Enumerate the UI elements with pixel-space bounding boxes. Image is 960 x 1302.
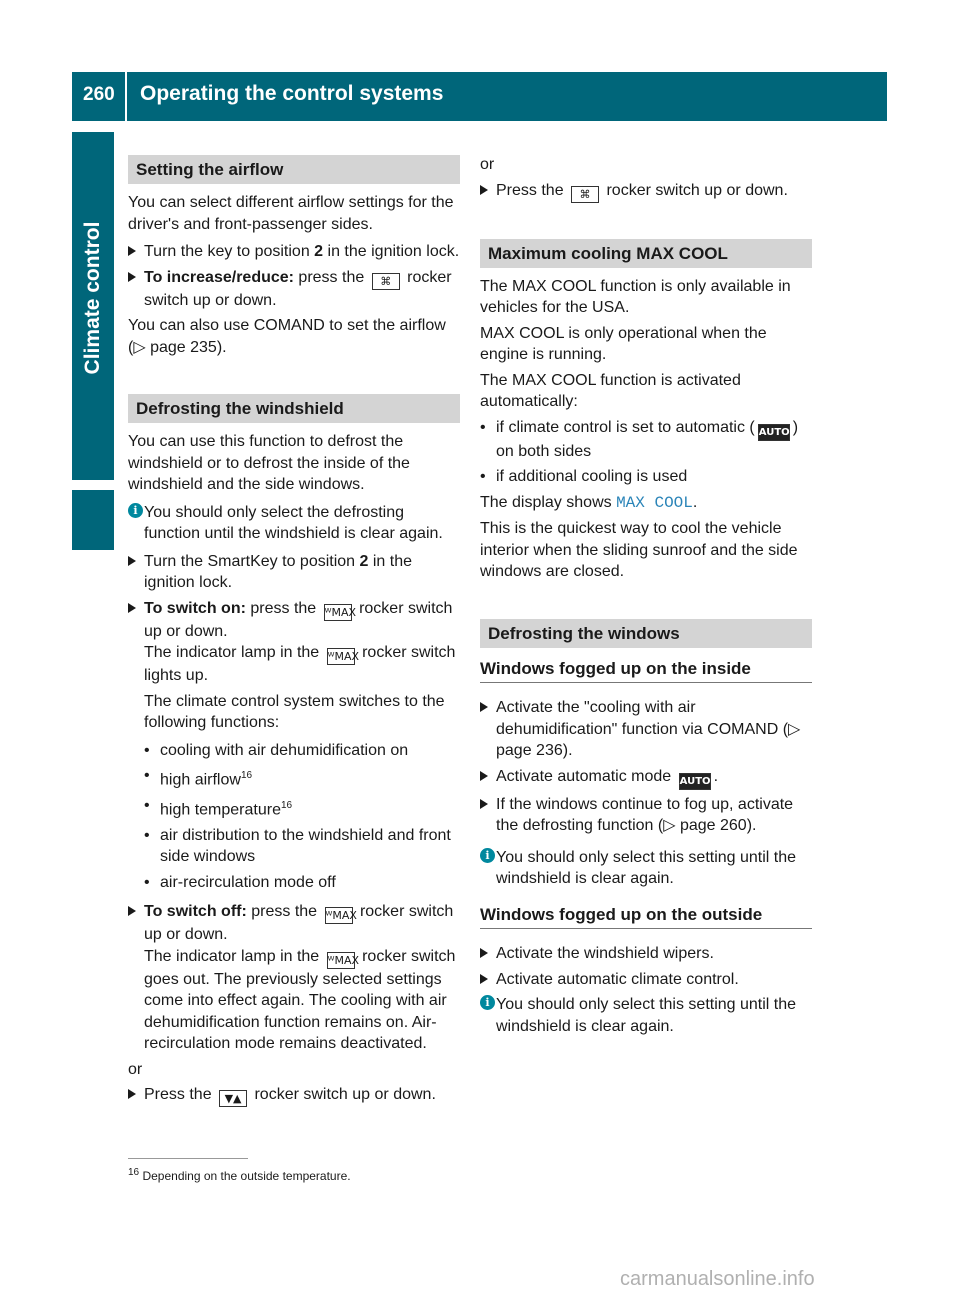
page-number: 260 — [83, 84, 115, 105]
section-tab-label: Climate control — [81, 221, 104, 375]
airflow-step-1: Turn the key to position 2 in the ignition lock. — [128, 241, 460, 263]
header-divider — [125, 72, 127, 121]
maxcool-p3: The MAX COOL function is activated automatically: — [480, 371, 741, 410]
step-arrow-icon — [128, 603, 136, 613]
step-arrow-icon — [128, 906, 136, 916]
windows-info: i You should only select this setting until the windshield is clear again. — [480, 847, 812, 890]
airflow-switch-icon: ⌘ — [571, 186, 599, 203]
windows-step: If the windows continue to fog up, activate the defrosting function (▷ page 260). — [480, 794, 812, 837]
page-title: Operating the control systems — [140, 82, 444, 105]
step-arrow-icon — [128, 556, 136, 566]
maxcool-display: The display shows MAX COOL. — [480, 493, 698, 512]
section-tab — [72, 132, 114, 480]
defrost-step-1: Turn the SmartKey to position 2 in the ignition lock. — [128, 551, 460, 594]
watermark: carmanualsonline.info — [620, 1268, 815, 1290]
list-item: • high temperature$^{16}$ — [144, 796, 293, 819]
windows-step: Activate the "cooling with air dehumidification" function via COMAND (▷ page 236). — [480, 697, 812, 762]
step-arrow-icon — [128, 1089, 136, 1099]
defrost-switch-off: To switch off: press the ᵂMAX rocker switch up or down. The indicator lamp in the ᵂMAX rocker switch goes out. The previously selected settings come into effect again. The cooling with air dehumidification function remains on. Air-recirculation mode remains deactivated. — [128, 901, 460, 1055]
info-icon: i — [128, 503, 143, 518]
air-distribution-icon: ▼▲ — [219, 1090, 247, 1107]
page-header — [72, 72, 887, 121]
list-item: • air-recirculation mode off — [144, 873, 336, 891]
windows-step: Activate the windshield wipers. — [480, 943, 812, 965]
display-text: MAX COOL — [616, 493, 693, 512]
info-icon: i — [480, 848, 495, 863]
step-arrow-icon — [128, 272, 136, 282]
windows-info: i You should only select this setting until the windshield is clear again. — [480, 994, 812, 1037]
footnote-rule — [128, 1158, 248, 1159]
info-icon: i — [480, 995, 495, 1010]
step-arrow-icon — [480, 702, 488, 712]
right-column — [480, 154, 812, 1037]
defrost-heading: Defrosting the windshield — [128, 394, 460, 423]
airflow-step-2: To increase/reduce: press the ⌘ rocker switch up or down. — [128, 267, 460, 312]
step-arrow-icon — [128, 246, 136, 256]
airflow-press-step: Press the ⌘ rocker switch up or down. — [480, 180, 812, 203]
list-item: • cooling with air dehumidification on — [144, 741, 409, 759]
airflow-heading: Setting the airflow — [128, 155, 460, 184]
windows-heading: Defrosting the windows — [480, 619, 812, 648]
footnote: $^{16}$ Depending on the outside temperature. — [128, 1167, 351, 1183]
defrost-info: i You should only select the defrosting function until the windshield is clear again. — [128, 502, 460, 545]
airflow-comand: You can also use COMAND to set the airflow (▷ page 235). — [128, 317, 446, 356]
or-text: or — [128, 1060, 143, 1078]
defrost-max-icon: ᵂMAX — [324, 605, 357, 619]
windows-step: Activate automatic mode AUTO . — [480, 766, 812, 790]
step-arrow-icon — [480, 771, 488, 781]
defrost-max-icon: ᵂMAX — [327, 650, 360, 663]
step-arrow-icon — [480, 185, 488, 195]
defrost-max-icon: ᵂMAX — [327, 953, 360, 967]
auto-icon: AUTO — [679, 773, 711, 790]
step-arrow-icon — [480, 799, 488, 809]
step-arrow-icon — [480, 974, 488, 984]
airflow-switch-icon: ⌘ — [372, 273, 400, 290]
airflow-intro: You can select different airflow settings for the driver's and front-passenger sides. — [128, 194, 454, 233]
maxcool-p2: MAX COOL is only operational when the engine is running. — [480, 324, 767, 363]
left-column — [128, 155, 460, 1107]
defrost-press-step: Press the ▼▲ rocker switch up or down. — [128, 1084, 460, 1107]
or-text: or — [480, 156, 495, 173]
maxcool-heading: Maximum cooling MAX COOL — [480, 239, 812, 268]
section-tab-marker — [72, 490, 114, 550]
windows-step: Activate automatic climate control. — [480, 969, 812, 991]
defrost-switch-on: To switch on: press the ᵂMAX rocker switch up or down. The indicator lamp in the ᵂMAX rocker switch lights up. The climate control system switches to the following functions: — [128, 598, 460, 734]
list-item: • if additional cooling is used — [480, 468, 688, 485]
maxcool-p1: The MAX COOL function is only available in vehicles for the USA. — [480, 277, 791, 316]
windows-outside-subheading: Windows fogged up on the outside — [480, 904, 812, 930]
list-item: • air distribution to the windshield and front side windows — [144, 826, 451, 866]
list-item: • if climate control is set to automatic ( AUTO ) on both sides — [480, 418, 799, 460]
list-item: • high airflow$^{16}$ — [144, 767, 253, 789]
defrost-intro: You can use this function to defrost the windshield or to defrost the inside of the windshield and the side windows. — [128, 433, 410, 493]
step-arrow-icon — [480, 948, 488, 958]
maxcool-p4: This is the quickest way to cool the vehicle interior when the sliding sunroof and the side windows are closed. — [480, 520, 798, 580]
windows-inside-subheading: Windows fogged up on the inside — [480, 658, 812, 684]
auto-icon: AUTO — [758, 424, 790, 441]
defrost-max-icon: ᵂMAX — [325, 909, 357, 923]
